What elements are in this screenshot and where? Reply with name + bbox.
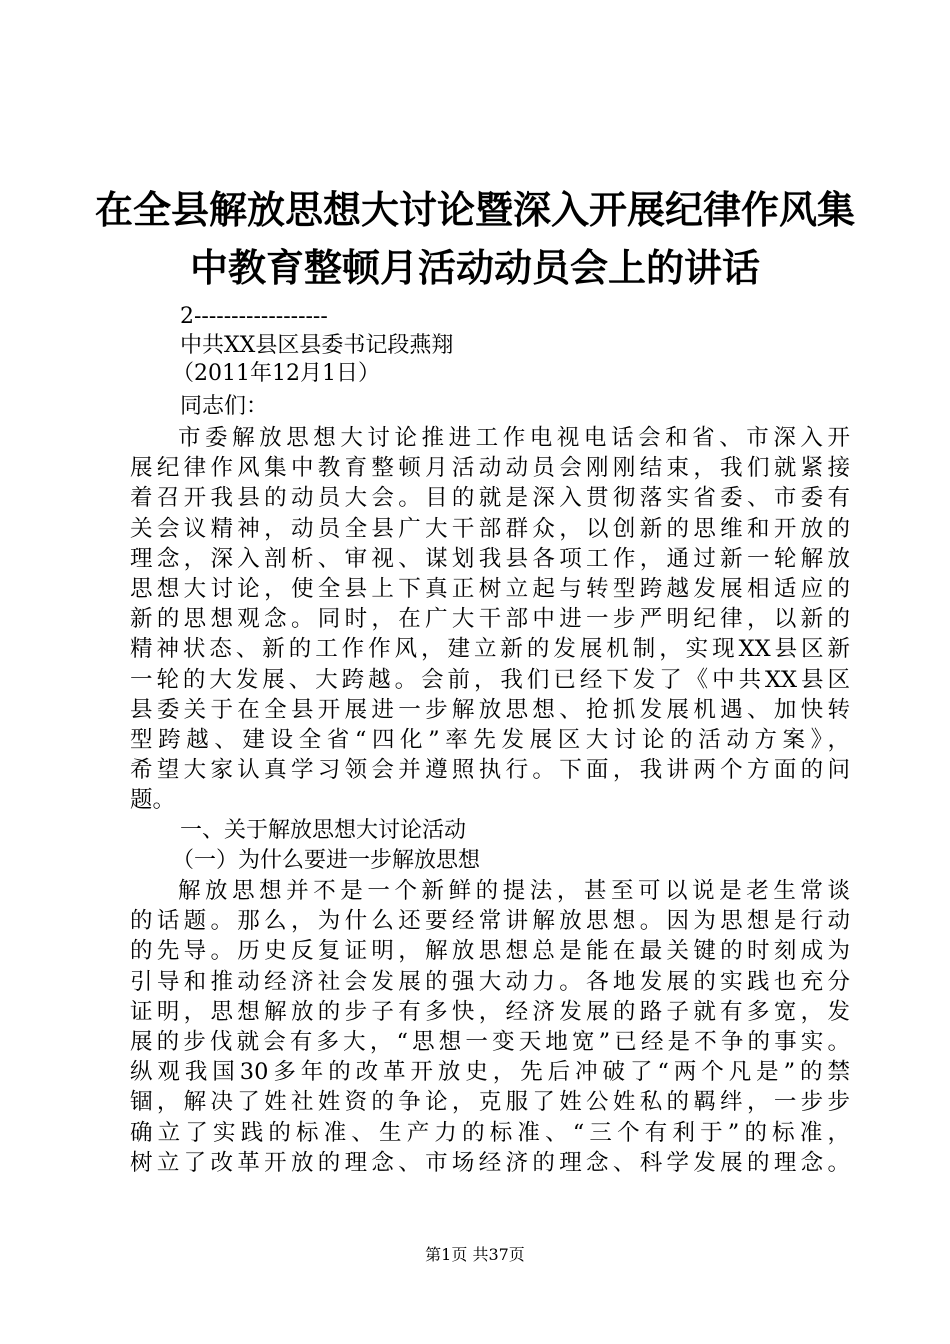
paragraph-line: 纵观我国30多年的改革开放史，先后冲破了“两个凡是”的禁 [130, 1059, 850, 1086]
separator-line: 2------------------ [180, 304, 328, 329]
paragraph-line: 的话题。那么，为什么还要经常讲解放思想。因为思想是行动 [130, 908, 850, 935]
paragraph-line: 关会议精神，动员全县广大干部群众，以创新的思维和开放的 [130, 515, 850, 542]
subsection-heading-1: （一）为什么要进一步解放思想 [172, 848, 481, 873]
paragraph-line: 锢，解决了姓社姓资的争论，克服了姓公姓私的羁绊，一步步 [130, 1089, 850, 1116]
document-title-line-2: 中教育整顿月活动动员会上的讲话 [189, 246, 760, 290]
paragraph-line: 着召开我县的动员大会。目的就是深入贯彻落实省委、市委有 [130, 485, 850, 512]
author-line: 中共XX县区县委书记段燕翔 [180, 333, 454, 358]
paragraph-line: 确立了实践的标准、生产力的标准、“三个有利于”的标准， [130, 1119, 850, 1146]
paragraph-line: 精神状态、新的工作作风，建立新的发展机制，实现XX县区新 [130, 636, 850, 663]
paragraph-line: 型跨越、建设全省“四化”率先发展区大讨论的活动方案》， [130, 726, 850, 753]
paragraph-line: 展纪律作风集中教育整顿月活动动员会刚刚结束，我们就紧接 [130, 455, 850, 482]
paragraph-line: 展的步伐就会有多大，“思想一变天地宽”已经是不争的事实。 [130, 1028, 850, 1055]
paragraph-line: 市委解放思想大讨论推进工作电视电话会和省、市深入开 [178, 425, 850, 451]
paragraph-line: 理念，深入剖析、审视、谋划我县各项工作，通过新一轮解放 [130, 545, 850, 572]
paragraph-2 [130, 876, 850, 1178]
paragraph-line: 希望大家认真学习领会并遵照执行。下面，我讲两个方面的问 [130, 757, 850, 784]
date-line: （2011年12月1日） [172, 361, 380, 386]
paragraph-line: 树立了改革开放的理念、市场经济的理念、科学发展的理念。 [130, 1149, 850, 1176]
paragraph-line: 的先导。历史反复证明，解放思想总是能在最关键的时刻成为 [130, 938, 850, 965]
paragraph-line: 题。 [130, 787, 176, 814]
paragraph-line: 思想大讨论，使全县上下真正树立起与转型跨越发展相适应的 [130, 575, 850, 602]
paragraph-line: 引导和推动经济社会发展的强大动力。各地发展的实践也充分 [130, 968, 850, 995]
paragraph-line: 一轮的大发展、大跨越。会前，我们已经下发了《中共XX县区 [130, 666, 850, 693]
paragraph-1 [130, 423, 850, 815]
paragraph-line: 解放思想并不是一个新鲜的提法，甚至可以说是老生常谈 [178, 878, 850, 904]
paragraph-line: 县委关于在全县开展进一步解放思想、抢抓发展机遇、加快转 [130, 696, 850, 723]
paragraph-line: 新的思想观念。同时，在广大干部中进一步严明纪律，以新的 [130, 606, 850, 633]
document-title-line-1: 在全县解放思想大讨论暨深入开展纪律作风集 [94, 188, 855, 232]
page-footer: 第1页 共37页 [425, 1245, 525, 1264]
section-heading-1: 一、关于解放思想大讨论活动 [180, 818, 467, 843]
greeting: 同志们： [180, 394, 269, 419]
paragraph-line: 证明，思想解放的步子有多快，经济发展的路子就有多宽，发 [130, 998, 850, 1025]
